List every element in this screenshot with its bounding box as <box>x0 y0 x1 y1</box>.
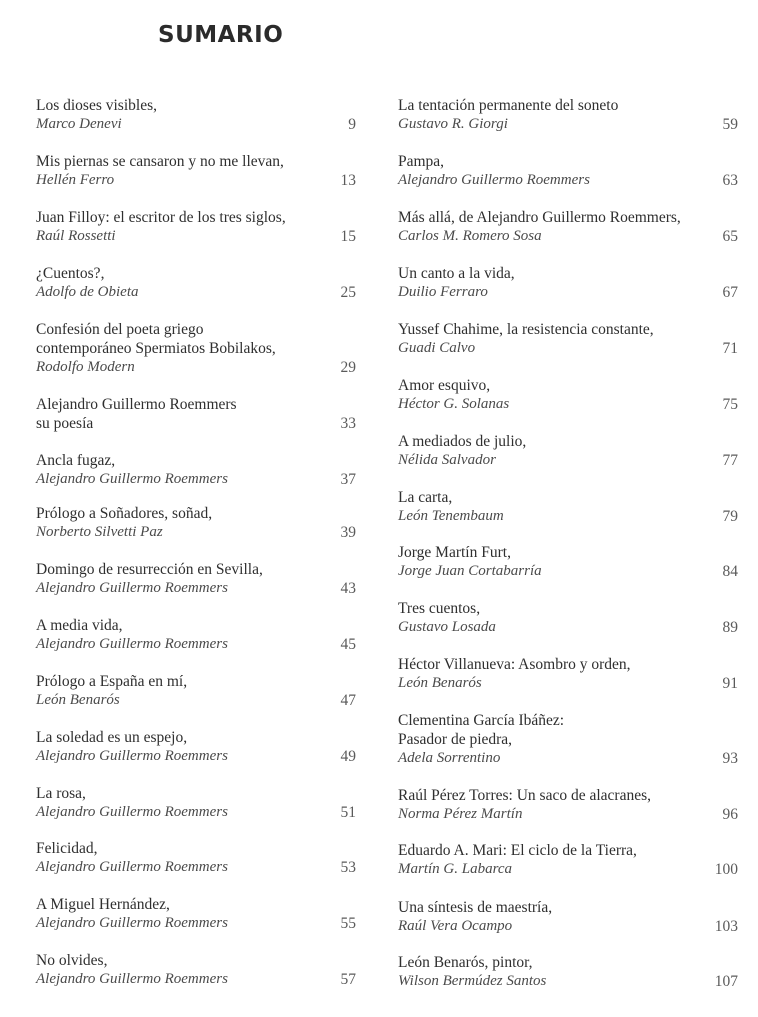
toc-entry <box>398 376 738 414</box>
entry-author: Alejandro Guillermo Roemmers <box>36 915 228 931</box>
entry-author: Duilio Ferraro <box>398 284 488 300</box>
entry-author: Alejandro Guillermo Roemmers <box>36 748 228 764</box>
entry-author: Héctor G. Solanas <box>398 396 510 412</box>
entry-page: 59 <box>722 116 738 133</box>
entry-author: Gustavo Losada <box>398 619 496 635</box>
entry-author: Raúl Rossetti <box>36 228 116 244</box>
entry-page: 84 <box>722 563 738 580</box>
toc-entry <box>398 953 738 991</box>
toc-entry <box>36 839 356 877</box>
entry-page: 47 <box>340 692 356 709</box>
toc-entry <box>36 951 356 989</box>
entry-title: La carta, <box>398 489 453 506</box>
entry-author: Guadi Calvo <box>398 340 476 356</box>
entry-author: Rodolfo Modern <box>36 359 135 375</box>
toc-entry <box>36 208 356 246</box>
entry-title: ¿Cuentos?, <box>36 265 105 282</box>
entry-title: Prólogo a Soñadores, soñad, <box>36 505 213 522</box>
entry-title: Alejandro Guillermo Roemmers <box>36 396 237 413</box>
entry-title: A mediados de julio, <box>398 433 527 450</box>
toc-entry <box>36 672 356 710</box>
page-title: SUMARIO <box>158 22 284 48</box>
toc-entry <box>398 488 738 526</box>
entry-author: Raúl Vera Ocampo <box>398 918 513 934</box>
entry-author: Alejandro Guillermo Roemmers <box>36 580 228 596</box>
toc-entry <box>36 395 356 433</box>
entry-page: 71 <box>722 340 738 357</box>
entry-title: Yussef Chahime, la resistencia constante, <box>398 321 654 338</box>
toc-entry <box>398 655 738 693</box>
entry-author: Marco Denevi <box>36 116 122 132</box>
toc-entry <box>36 728 356 766</box>
entry-page: 93 <box>722 750 738 767</box>
entry-title: Prólogo a España en mí, <box>36 673 188 690</box>
toc-entry <box>398 841 738 879</box>
entry-title-line2: su poesía <box>36 415 94 432</box>
entry-page: 55 <box>340 915 356 932</box>
toc-entry <box>36 560 356 598</box>
entry-title: Los dioses visibles, <box>36 97 157 114</box>
entry-author: Nélida Salvador <box>398 452 496 468</box>
entry-page: 49 <box>340 748 356 765</box>
entry-page: 43 <box>340 580 356 597</box>
entry-title: Felicidad, <box>36 840 98 857</box>
entry-page: 25 <box>340 284 356 301</box>
entry-page: 96 <box>722 806 738 823</box>
entry-title: Confesión del poeta griego <box>36 321 204 338</box>
entry-author: Alejandro Guillermo Roemmers <box>36 636 228 652</box>
entry-title: A Miguel Hernández, <box>36 896 170 913</box>
entry-author: Wilson Bermúdez Santos <box>398 973 547 989</box>
toc-entry <box>36 784 356 822</box>
entry-page: 15 <box>340 228 356 245</box>
entry-title: Tres cuentos, <box>398 600 481 617</box>
entry-author: Alejandro Guillermo Roemmers <box>36 971 228 987</box>
entry-title: Ancla fugaz, <box>36 452 116 469</box>
entry-title: Mis piernas se cansaron y no me llevan, <box>36 153 284 170</box>
entry-author: Alejandro Guillermo Roemmers <box>36 471 228 487</box>
entry-author: Norma Pérez Martín <box>398 806 523 822</box>
entry-page: 63 <box>722 172 738 189</box>
toc-entry <box>36 320 356 377</box>
toc-entry <box>398 264 738 302</box>
entry-title: Una síntesis de maestría, <box>398 899 553 916</box>
entry-page: 37 <box>340 471 356 488</box>
toc-entry <box>36 152 356 190</box>
toc-entry <box>398 898 738 936</box>
toc-entry <box>398 711 738 768</box>
entry-author: Alejandro Guillermo Roemmers <box>36 804 228 820</box>
entry-author: León Benarós <box>398 675 482 691</box>
toc-entry <box>398 320 738 358</box>
entry-page: 100 <box>714 861 738 878</box>
toc-entry <box>36 895 356 933</box>
entry-title-line2: Pasador de piedra, <box>398 731 513 748</box>
entry-page: 89 <box>722 619 738 636</box>
entry-author: Jorge Juan Cortabarría <box>398 563 542 579</box>
entry-author: Alejandro Guillermo Roemmers <box>36 859 228 875</box>
entry-title: La soledad es un espejo, <box>36 729 188 746</box>
toc-entry <box>398 208 738 246</box>
toc-entry <box>398 543 738 581</box>
entry-title: Pampa, <box>398 153 445 170</box>
entry-author: Martín G. Labarca <box>398 861 513 877</box>
entry-page: 91 <box>722 675 738 692</box>
entry-author: Carlos M. Romero Sosa <box>398 228 542 244</box>
toc-entry <box>36 451 356 489</box>
entry-title: León Benarós, pintor, <box>398 954 533 971</box>
entry-title: No olvides, <box>36 952 108 969</box>
entry-title: Eduardo A. Mari: El ciclo de la Tierra, <box>398 842 637 859</box>
entry-page: 33 <box>340 415 356 432</box>
toc-entry <box>36 504 356 542</box>
entry-page: 103 <box>714 918 738 935</box>
entry-title-line2: contemporáneo Spermiatos Bobilakos, <box>36 340 276 357</box>
toc-entry <box>398 152 738 190</box>
toc-entry <box>398 786 738 824</box>
entry-page: 57 <box>340 971 356 988</box>
entry-title: La rosa, <box>36 785 86 802</box>
entry-title: Clementina García Ibáñez: <box>398 712 565 729</box>
entry-author: Adolfo de Obieta <box>36 284 139 300</box>
entry-page: 79 <box>722 508 738 525</box>
entry-author: Adela Sorrentino <box>398 750 501 766</box>
entry-page: 67 <box>722 284 738 301</box>
entry-page: 29 <box>340 359 356 376</box>
toc-entry <box>36 264 356 302</box>
entry-page: 65 <box>722 228 738 245</box>
entry-title: Raúl Pérez Torres: Un saco de alacranes, <box>398 787 651 804</box>
entry-title: Domingo de resurrección en Sevilla, <box>36 561 263 578</box>
entry-page: 39 <box>340 524 356 541</box>
entry-page: 45 <box>340 636 356 653</box>
entry-title: Jorge Martín Furt, <box>398 544 511 561</box>
entry-page: 9 <box>348 116 356 133</box>
entry-author: León Benarós <box>36 692 120 708</box>
entry-title: Más allá, de Alejandro Guillermo Roemmers, <box>398 209 681 226</box>
entry-page: 53 <box>340 859 356 876</box>
toc-entry <box>36 96 356 134</box>
entry-page: 107 <box>714 973 738 990</box>
entry-title: Héctor Villanueva: Asombro y orden, <box>398 656 631 673</box>
entry-author: Alejandro Guillermo Roemmers <box>398 172 590 188</box>
toc-entry <box>398 96 738 134</box>
entry-author: Norberto Silvetti Paz <box>36 524 163 540</box>
entry-page: 51 <box>340 804 356 821</box>
entry-title: La tentación permanente del soneto <box>398 97 619 114</box>
entry-author: Hellén Ferro <box>36 172 115 188</box>
entry-title: Un canto a la vida, <box>398 265 515 282</box>
entry-page: 13 <box>340 172 356 189</box>
entry-title: Juan Filloy: el escritor de los tres siglos, <box>36 209 286 226</box>
entry-page: 75 <box>722 396 738 413</box>
entry-title: A media vida, <box>36 617 123 634</box>
toc-entry <box>36 616 356 654</box>
toc-entry <box>398 432 738 470</box>
entry-author: León Tenembaum <box>398 508 504 524</box>
entry-author: Gustavo R. Giorgi <box>398 116 508 132</box>
entry-page: 77 <box>722 452 738 469</box>
entry-title: Amor esquivo, <box>398 377 491 394</box>
toc-entry <box>398 599 738 637</box>
